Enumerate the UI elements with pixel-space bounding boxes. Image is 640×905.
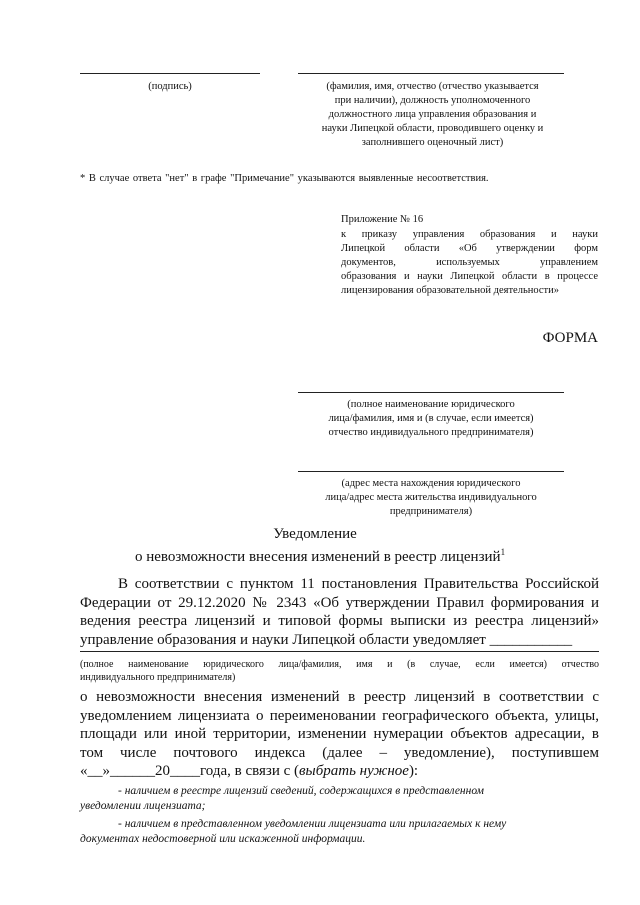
appendix-block: Приложение № 16 к приказу управления образования и науки Липецкой области «Об утверждении форм документов, используемых управлением образования и науки Липецкой области в процессе лицензирования образовательной деятельности» (341, 214, 598, 296)
recipient-address-caption: (адрес места нахождения юридического лица/адрес места жительства индивидуального предпринимателя) (325, 478, 537, 517)
option-2: - наличием в представленном уведомлении лицензиата или прилагаемых к нему документах недостоверной или искаженной информации. (80, 818, 507, 845)
appendix-title: Приложение № 16 (341, 214, 424, 225)
option-1: - наличием в реестре лицензий сведений, содержащихся в представленном уведомлении лицензиата; (80, 785, 484, 812)
form-label: ФОРМА (542, 330, 598, 346)
notice-subtitle: о невозможности внесения изменений в реестр лицензий$^1$ (134, 547, 506, 565)
date-line: «__»______20____года, в связи с (выбрать нужное): (80, 763, 419, 779)
recipient-address-line (298, 471, 564, 472)
recipient-name-caption: (полное наименование юридического лица/фамилия, имя и (в случае, если имеется) отчество индивидуального предпринимателя) (328, 399, 534, 438)
footnote-marker: 1 (500, 547, 506, 557)
body-paragraph-2: о невозможности внесения изменений в реестр лицензий в соответствии с уведомлением лицензиата о переименовании географического объекта, улицы, площади или иной территории, изменении нумерации объектов адресации, в том числе почтового индекса (далее – уведомление), поступившем «__»______20____года, в связи с (выбрать нужное): (80, 689, 599, 779)
official-caption: (фамилия, имя, отчество (отчество указывается при наличии), должность уполномоченного должностного лица управления образования и науки Липецкой области, проводившего оценку и заполнившего оценочный лист) (321, 81, 544, 148)
licensee-caption: (полное наименование юридического лица/фамилия, имя и (в случае, если имеется) отчество индивидуального предпринимателя) (80, 659, 599, 683)
signature-line (80, 73, 260, 74)
licensee-name-line (80, 651, 599, 652)
footnote-note: * В случае ответа "нет" в графе "Примечание" указываются выявленные несоответствия. (80, 173, 489, 184)
signature-caption: (подпись) (148, 81, 192, 92)
notice-title: Уведомление (273, 526, 357, 542)
recipient-name-line (298, 392, 564, 393)
body-paragraph-1: В соответствии с пунктом 11 постановления Правительства Российской Федерации от 29.12.2020 № 2343 «Об утверждении Правил формирования и ведения реестра лицензий и типовой формы выписки из реестра лицензий» управление образования и науки Липецкой области уведомляет ___________ (80, 576, 599, 648)
official-name-line (298, 73, 564, 74)
